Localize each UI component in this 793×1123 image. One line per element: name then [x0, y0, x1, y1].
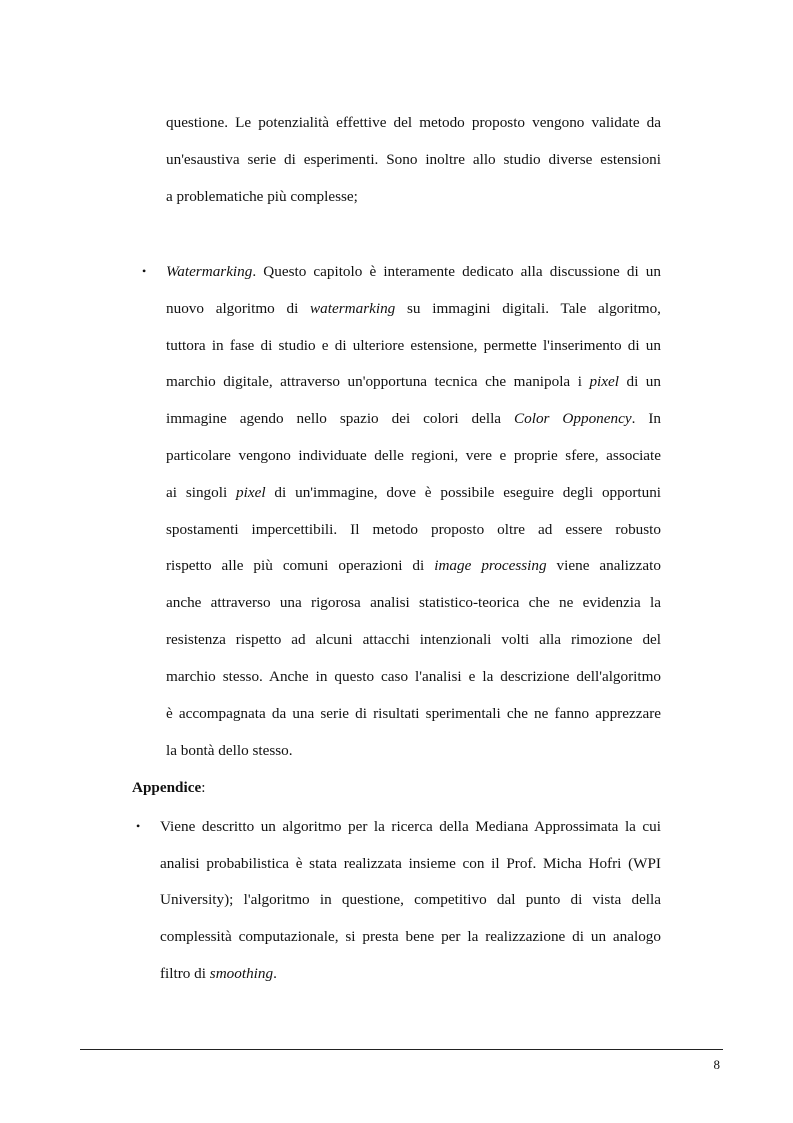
watermarking-line: la bontà dello stesso.	[166, 742, 293, 759]
text-run: immagine agendo nello spazio dei colori della	[166, 410, 514, 427]
text-run: . In	[631, 410, 661, 427]
term-italic: pixel	[236, 484, 266, 501]
term-italic: Color Opponency	[514, 410, 632, 427]
watermarking-line	[166, 556, 661, 576]
text-run: ai singoli	[166, 484, 237, 501]
watermarking-line	[166, 372, 661, 392]
text-run: di un'immagine, dove è possibile eseguire degli opportuni	[265, 484, 662, 501]
text-run: nuovo algoritmo di	[166, 300, 311, 317]
text-run: di un	[618, 373, 661, 390]
body-text-line: un'esaustiva serie di esperimenti. Sono inoltre allo studio diverse estensioni	[166, 151, 661, 168]
text-run: marchio digitale, attraverso un'opportuna tecnica che manipola i	[166, 373, 590, 390]
term-italic: pixel	[589, 373, 619, 390]
watermarking-line: marchio stesso. Anche in questo caso l'analisi e la descrizione dell'algoritmo	[166, 668, 661, 685]
body-text-line: a problematiche più complesse;	[166, 188, 358, 205]
appendix-heading-label: Appendice	[132, 779, 202, 796]
watermarking-line: resistenza rispetto ad alcuni attacchi intenzionali volti alla rimozione del	[166, 631, 661, 648]
term-italic: watermarking	[310, 300, 396, 317]
text-run: su immagini digitali. Tale algoritmo,	[395, 300, 661, 317]
watermarking-line: particolare vengono individuate delle regioni, vere e proprie sfere, associate	[166, 447, 661, 464]
text-run: .	[273, 965, 277, 982]
body-text-line: questione. Le potenzialità effettive del metodo proposto vengono validate da	[166, 114, 661, 131]
heading-colon: :	[201, 779, 206, 796]
appendix-line: complessità computazionale, si presta bene per la realizzazione di un analogo	[160, 928, 661, 945]
watermarking-line: tuttora in fase di studio e di ulteriore estensione, permette l'inserimento di un	[166, 337, 661, 354]
term-italic: smoothing	[209, 965, 274, 982]
appendix-line: Viene descritto un algoritmo per la ricerca della Mediana Approssimata la cui	[160, 818, 661, 835]
text-run: rispetto alle più comuni operazioni di	[166, 557, 435, 574]
text-run: . Questo capitolo è interamente dedicato alla discussione di un	[252, 263, 661, 280]
bullet-icon: •	[136, 819, 141, 833]
watermarking-line	[166, 262, 661, 282]
text-run: filtro di	[160, 965, 210, 982]
term-italic: image processing	[434, 557, 547, 574]
appendix-line: analisi probabilistica è stata realizzata insieme con il Prof. Micha Hofri (WPI	[160, 855, 661, 872]
text-run: viene analizzato	[546, 557, 661, 574]
page-number: 8	[713, 1057, 720, 1072]
watermarking-line: spostamenti impercettibili. Il metodo proposto oltre ad essere robusto	[166, 521, 661, 538]
appendix-line: University); l'algoritmo in questione, competitivo dal punto di vista della	[160, 891, 661, 908]
appendix-line	[160, 964, 661, 984]
watermarking-line: anche attraverso una rigorosa analisi statistico-teorica che ne evidenzia la	[166, 594, 661, 611]
watermarking-line: è accompagnata da una serie di risultati sperimentali che ne fanno apprezzare	[166, 705, 661, 722]
term-italic: Watermarking	[166, 263, 253, 280]
watermarking-line	[166, 483, 661, 503]
appendix-heading	[132, 778, 205, 798]
watermarking-line	[166, 409, 661, 429]
bullet-icon: •	[142, 264, 147, 278]
footer-rule	[80, 1049, 723, 1050]
watermarking-line	[166, 299, 661, 319]
